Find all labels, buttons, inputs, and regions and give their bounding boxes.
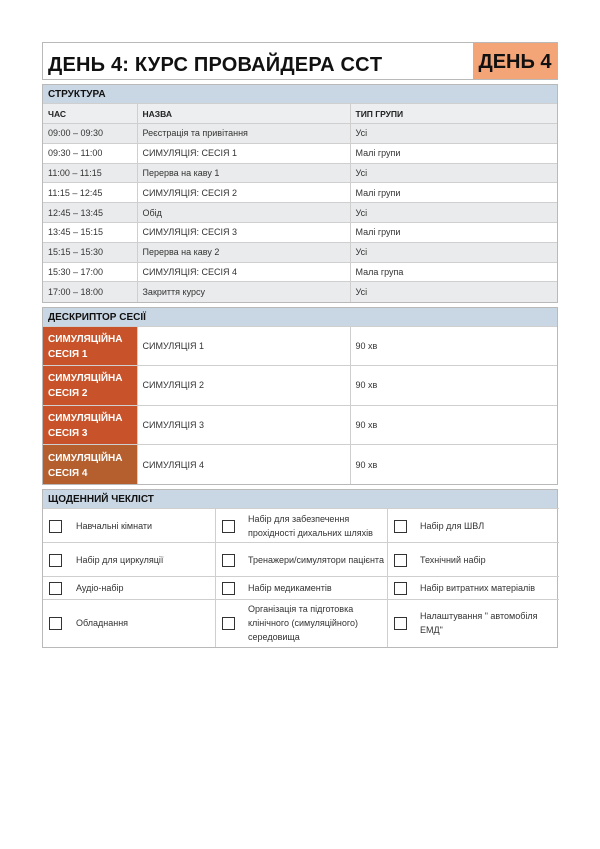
checkbox-cell	[215, 600, 243, 647]
checkbox[interactable]	[222, 520, 235, 533]
schedule-name: Обід	[137, 203, 350, 223]
checkbox-cell	[387, 509, 415, 543]
checklist-row	[43, 600, 559, 647]
checklist-item-label: Обладнання	[71, 600, 215, 647]
page	[42, 42, 558, 648]
checkbox[interactable]	[49, 520, 62, 533]
schedule-time: 09:00 – 09:30	[43, 124, 137, 144]
descriptor-row	[43, 405, 557, 445]
schedule-name: Перерва на каву 2	[137, 242, 350, 262]
checkbox-cell	[43, 509, 71, 543]
schedule-group: Мала група	[350, 262, 557, 282]
schedule-time: 15:30 – 17:00	[43, 262, 137, 282]
schedule-time: 17:00 – 18:00	[43, 282, 137, 302]
checklist-header: ЩОДЕННИЙ ЧЕКЛІСТ	[43, 490, 557, 508]
schedule-group: Усі	[350, 163, 557, 183]
schedule-group: Усі	[350, 124, 557, 144]
checkbox[interactable]	[394, 554, 407, 567]
checklist-row	[43, 577, 559, 600]
checklist-item-label: Технічний набір	[415, 543, 559, 577]
session-duration: 90 хв	[350, 366, 557, 406]
table-row	[43, 163, 557, 183]
schedule-time: 13:45 – 15:15	[43, 222, 137, 242]
schedule-time: 12:45 – 13:45	[43, 203, 137, 223]
descriptor-header: ДЕСКРИПТОР СЕСІЇ	[43, 308, 557, 326]
schedule-header-row	[43, 104, 557, 124]
column-header-group: ТИП ГРУПИ	[350, 104, 557, 124]
checklist-item-label: Навчальні кімнати	[71, 509, 215, 543]
checkbox-cell	[215, 509, 243, 543]
checklist-item-label: Набір для циркуляції	[71, 543, 215, 577]
checkbox[interactable]	[49, 582, 62, 595]
table-row	[43, 222, 557, 242]
table-row	[43, 124, 557, 144]
checkbox-cell	[43, 543, 71, 577]
checklist-table	[43, 508, 559, 647]
checkbox-cell	[215, 543, 243, 577]
checklist-item-label: Набір для забезпечення прохідності дихальних шляхів	[243, 509, 387, 543]
schedule-name: Перерва на каву 1	[137, 163, 350, 183]
schedule-name: Закриття курсу	[137, 282, 350, 302]
table-row	[43, 242, 557, 262]
schedule-group: Малі групи	[350, 183, 557, 203]
checkbox-cell	[215, 577, 243, 600]
checklist-item-label: Аудіо-набір	[71, 577, 215, 600]
schedule-name: СИМУЛЯЦІЯ: СЕСІЯ 2	[137, 183, 350, 203]
session-label: СИМУЛЯЦІЙНА СЕСІЯ 1	[43, 326, 137, 366]
session-name: СИМУЛЯЦІЯ 4	[137, 445, 350, 485]
schedule-table	[43, 103, 557, 302]
schedule-group: Малі групи	[350, 143, 557, 163]
checkbox-cell	[387, 577, 415, 600]
schedule-time: 09:30 – 11:00	[43, 143, 137, 163]
checkbox[interactable]	[394, 520, 407, 533]
checklist-item-label: Набір витратних матеріалів	[415, 577, 559, 600]
checkbox[interactable]	[394, 617, 407, 630]
session-name: СИМУЛЯЦІЯ 3	[137, 405, 350, 445]
session-duration: 90 хв	[350, 445, 557, 485]
session-duration: 90 хв	[350, 326, 557, 366]
schedule-group: Усі	[350, 242, 557, 262]
schedule-name: СИМУЛЯЦІЯ: СЕСІЯ 4	[137, 262, 350, 282]
structure-header: СТРУКТУРА	[43, 85, 557, 103]
checklist-item-label: Набір для ШВЛ	[415, 509, 559, 543]
checkbox[interactable]	[49, 617, 62, 630]
checklist-item-label: Тренажери/симулятори пацієнта	[243, 543, 387, 577]
checkbox-cell	[43, 577, 71, 600]
checklist-item-label: Організація та підготовка клінічного (симуляційного) середовища	[243, 600, 387, 647]
checklist-section	[42, 489, 558, 648]
schedule-name: СИМУЛЯЦІЯ: СЕСІЯ 3	[137, 222, 350, 242]
session-label: СИМУЛЯЦІЙНА СЕСІЯ 3	[43, 405, 137, 445]
table-row	[43, 183, 557, 203]
checkbox-cell	[387, 543, 415, 577]
descriptor-body	[43, 326, 557, 484]
session-name: СИМУЛЯЦІЯ 1	[137, 326, 350, 366]
checklist-row	[43, 509, 559, 543]
table-row	[43, 203, 557, 223]
session-label: СИМУЛЯЦІЙНА СЕСІЯ 4	[43, 445, 137, 485]
session-name: СИМУЛЯЦІЯ 2	[137, 366, 350, 406]
checkbox[interactable]	[222, 554, 235, 567]
checkbox[interactable]	[394, 582, 407, 595]
title-bar	[42, 42, 558, 80]
page-title: ДЕНЬ 4: КУРС ПРОВАЙДЕРА CCT	[48, 54, 383, 76]
descriptor-section	[42, 307, 558, 486]
checkbox[interactable]	[222, 617, 235, 630]
day-badge: ДЕНЬ 4	[473, 43, 557, 79]
schedule-time: 15:15 – 15:30	[43, 242, 137, 262]
column-header-time: ЧАС	[43, 104, 137, 124]
schedule-time: 11:15 – 12:45	[43, 183, 137, 203]
descriptor-row	[43, 326, 557, 366]
checklist-body	[43, 509, 559, 647]
schedule-group: Усі	[350, 203, 557, 223]
table-row	[43, 143, 557, 163]
structure-section	[42, 84, 558, 303]
schedule-group: Усі	[350, 282, 557, 302]
schedule-group: Малі групи	[350, 222, 557, 242]
descriptor-row	[43, 366, 557, 406]
table-row	[43, 282, 557, 302]
checklist-row	[43, 543, 559, 577]
descriptor-row	[43, 445, 557, 485]
checkbox-cell	[387, 600, 415, 647]
column-header-name: НАЗВА	[137, 104, 350, 124]
checklist-item-label: Налаштування " автомобіля ЕМД"	[415, 600, 559, 647]
table-row	[43, 262, 557, 282]
checklist-item-label: Набір медикаментів	[243, 577, 387, 600]
schedule-body	[43, 124, 557, 302]
checkbox[interactable]	[49, 554, 62, 567]
checkbox[interactable]	[222, 582, 235, 595]
descriptor-table	[43, 326, 557, 485]
schedule-name: СИМУЛЯЦІЯ: СЕСІЯ 1	[137, 143, 350, 163]
checkbox-cell	[43, 600, 71, 647]
session-duration: 90 хв	[350, 405, 557, 445]
schedule-name: Реєстрація та привітання	[137, 124, 350, 144]
session-label: СИМУЛЯЦІЙНА СЕСІЯ 2	[43, 366, 137, 406]
schedule-time: 11:00 – 11:15	[43, 163, 137, 183]
